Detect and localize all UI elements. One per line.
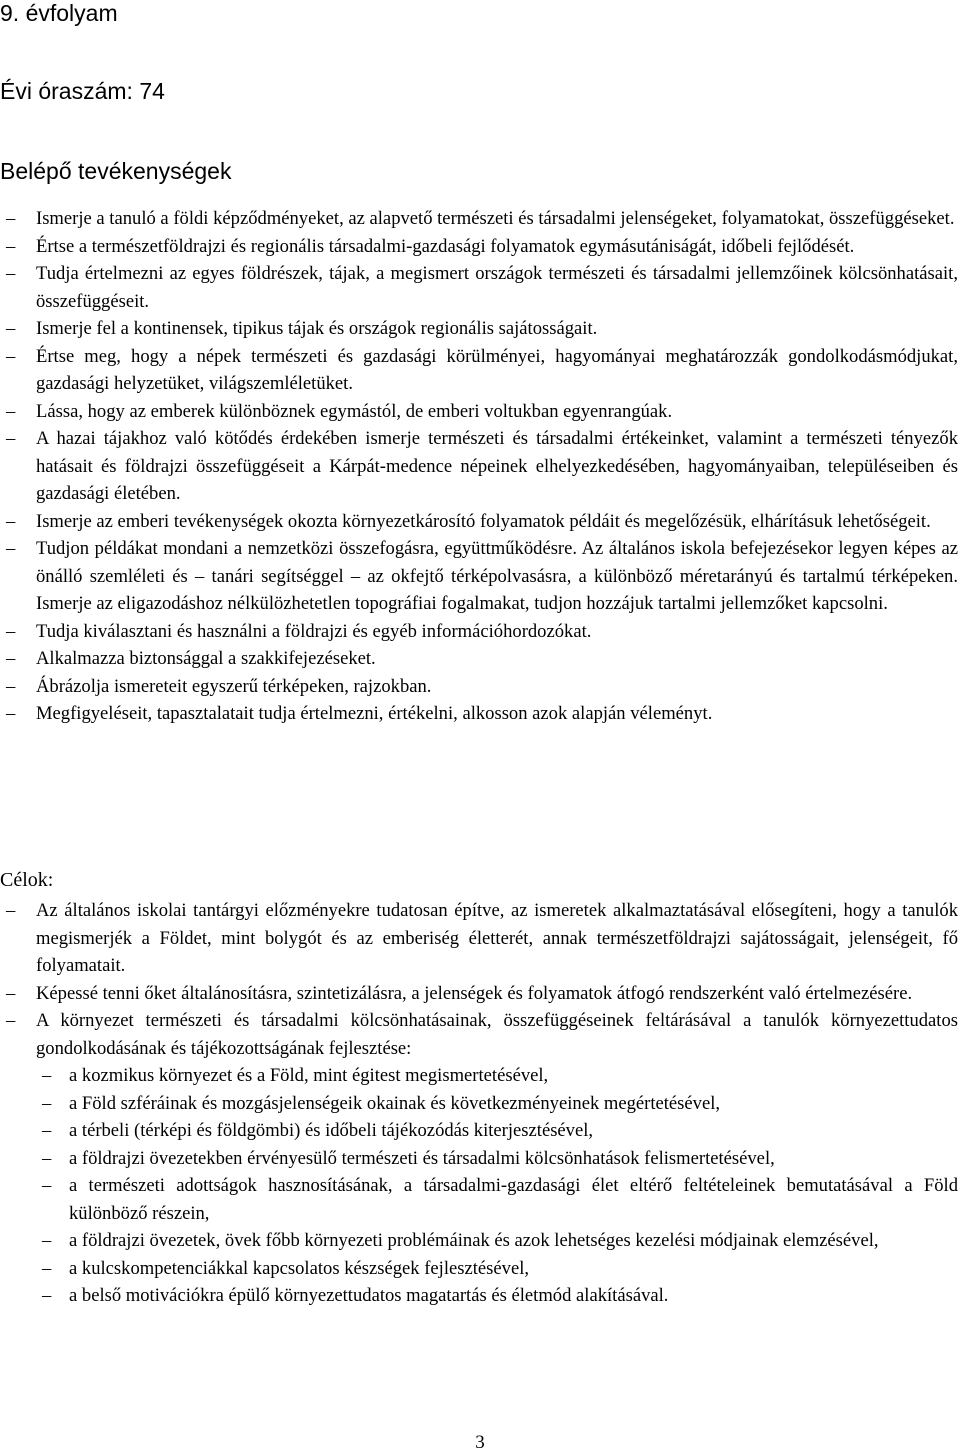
list-item: – Értse a természetföldrajzi és regionális társadalmi-gazdasági folyamatok egymásutániságát, időbeli fejlődését. [0, 233, 958, 261]
grade-heading: 9. évfolyam [0, 0, 118, 26]
goals-list [0, 897, 958, 1310]
list-item: – Értse meg, hogy a népek természeti és gazdasági körülményei, hagyományai meghatározzák gondolkodásmódjukat, gazdasági helyzetüket, világszemléletüket. [0, 343, 958, 398]
goals-sublist [36, 1062, 958, 1310]
list-item-text: A környezet természeti és társadalmi kölcsönhatásainak, összefüggéseinek feltárásával a tanulók környezettudatos gondolkodásának és tájékozottságának fejlesztése: [36, 1010, 958, 1059]
sublist-item: – a kulcskompetenciákkal kapcsolatos készségek fejlesztésével, [36, 1255, 958, 1283]
goals-heading: Célok: [0, 869, 54, 891]
list-item: – Alkalmazza biztonsággal a szakkifejezéseket. [0, 645, 958, 673]
list-item: – Képessé tenni őket általánosításra, szintetizálásra, a jelenségek és folyamatok átfogó rendszerként való értelmezésére. [0, 980, 958, 1008]
list-item: – A hazai tájakhoz való kötődés érdekében ismerje természeti és társadalmi értékeinket, valamint a természeti tényezők hatásait és földrajzi összefüggéseit a Kárpát-medence népeinek elhelyezkedésében, hagyományaiban, településeiben és gazdasági életében. [0, 425, 958, 508]
sublist-item: – a természeti adottságok hasznosításának, a társadalmi-gazdasági élet eltérő feltételeinek bemutatásával a Föld különböző részein, [36, 1172, 958, 1227]
sublist-item: – a Föld szféráinak és mozgásjelenségeik okainak és következményeinek megértetésével, [36, 1090, 958, 1118]
list-item: – Megfigyeléseit, tapasztalatait tudja értelmezni, értékelni, alkosson azok alapján véleményt. [0, 700, 958, 728]
page-number: 3 [475, 1432, 485, 1453]
list-item: – Ábrázolja ismereteit egyszerű térképeken, rajzokban. [0, 673, 958, 701]
list-item: – Ismerje a tanuló a földi képződményeket, az alapvető természeti és társadalmi jelenségeket, folyamatokat, összefüggéseket. [0, 205, 958, 233]
sublist-item: – a kozmikus környezet és a Föld, mint égitest megismertetésével, [36, 1062, 958, 1090]
sublist-item: – a belső motivációkra épülő környezettudatos magatartás és életmód alakításával. [36, 1282, 958, 1310]
entry-activities-list [0, 205, 958, 728]
list-item: – Lássa, hogy az emberek különböznek egymástól, de emberi voltukban egyenrangúak. [0, 398, 958, 426]
sublist-item: – a földrajzi övezetek, övek főbb környezeti problémáinak és azok lehetséges kezelési módjainak elemzésével, [36, 1227, 958, 1255]
list-item: – Tudja kiválasztani és használni a földrajzi és egyéb információhordozókat. [0, 618, 958, 646]
entry-activities-heading: Belépő tevékenységek [0, 158, 232, 184]
list-item: – Tudjon példákat mondani a nemzetközi összefogásra, együttműködésre. Az általános iskola befejezésekor legyen képes az önálló szemléleti és – tanári segítséggel – az okfejtő térképolvasásra, a különböző méretarányú és tartalmú térképeken. Ismerje az eligazodáshoz nélkülözhetetlen topográfiai fogalmakat, tudjon hozzájuk tartalmi jellemzőket kapcsolni. [0, 535, 958, 618]
annual-hours-heading: Évi óraszám: 74 [0, 78, 165, 104]
sublist-item: – a földrajzi övezetekben érvényesülő természeti és társadalmi kölcsönhatások felismertetésével, [36, 1145, 958, 1173]
list-item: – Tudja értelmezni az egyes földrészek, tájak, a megismert országok természeti és társadalmi jellemzőinek kölcsönhatásait, összefüggéseit. [0, 260, 958, 315]
list-item: – Az általános iskolai tantárgyi előzményekre tudatosan építve, az ismeretek alkalmaztatásával elősegíteni, hogy a tanulók megismerjék a Földet, mint bolygót és az emberiség életterét, annak természetföldrajzi sajátosságait, jelenségeit, fő folyamatait. [0, 897, 958, 980]
list-item: – Ismerje fel a kontinensek, tipikus tájak és országok regionális sajátosságait. [0, 315, 958, 343]
list-item [0, 1007, 958, 1310]
list-item: – Ismerje az emberi tevékenységek okozta környezetkárosító folyamatok példáit és megelőzésük, elhárításuk lehetőségeit. [0, 508, 958, 536]
sublist-item: – a térbeli (térképi és földgömbi) és időbeli tájékozódás kiterjesztésével, [36, 1117, 958, 1145]
